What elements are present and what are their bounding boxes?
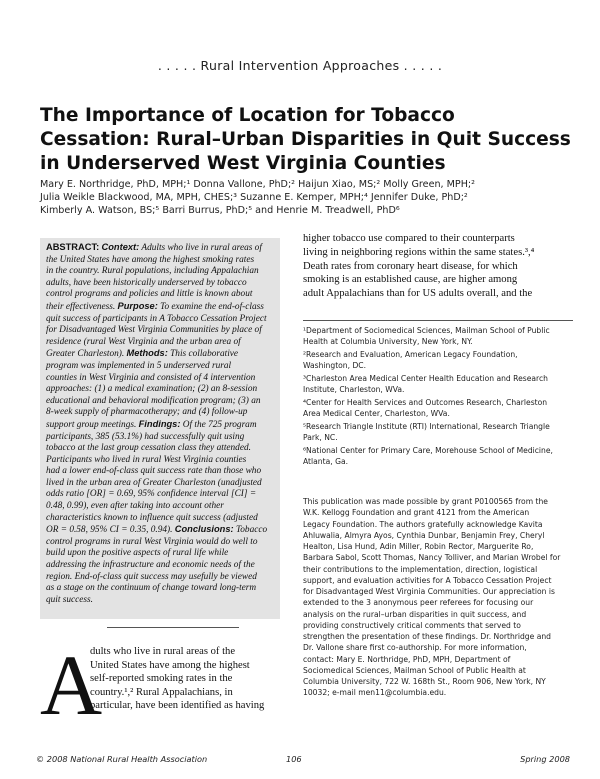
- abstract-line: quit success of participants in A Tobacco Cessation Project: [46, 313, 267, 324]
- abstract-line: Participants who lived in rural West Virginia counties: [46, 454, 247, 465]
- abstract-line: ABSTRACT: Context: Adults who live in rural areas of: [46, 242, 262, 253]
- body-line: particular, have been identified as having: [90, 700, 265, 711]
- affiliation-line: ⁶National Center for Primary Care, Morehouse School of Medicine,: [303, 445, 553, 455]
- abstract-line: 8-week supply of pharmacotherapy; and (4) follow-up: [46, 407, 248, 418]
- affiliation-line: Institute, Charleston, WVa.: [303, 385, 405, 395]
- abstract-line: residence (rural West Virginia and the urban area of: [46, 336, 241, 347]
- body-line: country.¹,² Rural Appalachians, in: [90, 686, 233, 698]
- affiliation-line: Atlanta, Ga.: [303, 456, 349, 466]
- affiliation-line: Health at Columbia University, New York, NY.: [303, 337, 473, 347]
- abstract-line: control programs and policies and little is known about: [46, 289, 253, 300]
- funding-line: providing constructively critical comments that served to: [303, 620, 521, 630]
- affiliation-item: [303, 445, 573, 467]
- abstract-line: the United States have among the highest smoking rates: [46, 254, 255, 265]
- section-title: . . . . . Rural Intervention Approaches . . . . .: [157, 58, 443, 73]
- funding-line: support, and evaluation activities for A Tobacco Cessation Project: [303, 575, 552, 585]
- abstract-line: OR = 0.58, 95% CI = 0.35, 0.94). Conclusions: Tobacco: [46, 524, 268, 536]
- body-line: living in neighboring regions within the same states.³,⁴: [303, 246, 535, 258]
- funding-line: Sociomedical Sciences, Mailman School of Public Health at: [303, 665, 526, 675]
- abstract-divider: [107, 627, 239, 628]
- affiliation-item: [303, 349, 573, 371]
- funding-line: 10032; e-mail men11@columbia.edu.: [303, 688, 447, 698]
- body-line: Death rates from coronary heart disease, for which: [303, 260, 518, 272]
- funding-line: This publication was made possible by grant P0100565 from the: [303, 497, 548, 506]
- article-title: [40, 104, 571, 176]
- funding-line: Legacy Foundation. The authors gratefully acknowledge Kavita: [303, 519, 543, 529]
- abstract-line: program was implemented in 5 underserved rural: [46, 360, 232, 371]
- page-footer: [36, 754, 570, 766]
- footer-issue: Spring 2008: [520, 754, 570, 764]
- drop-cap: A: [40, 637, 103, 733]
- abstract-line: support group meetings. Findings: Of the 725 program: [46, 418, 257, 430]
- funding-line: Barbara Sabol, Scott Thomas, Nancy Tolliver, and Marian Wrobel for: [303, 553, 561, 563]
- abstract-line: quit success.: [46, 594, 93, 605]
- abstract-line: as a stage on the continuum of change toward long-term: [46, 583, 257, 594]
- page-number: 106: [286, 754, 302, 764]
- affiliation-line: ²Research and Evaluation, American Legacy Foundation,: [303, 349, 518, 359]
- abstract-heading: Context:: [101, 242, 140, 252]
- article-title-line: in Underserved West Virginia Counties: [40, 153, 446, 174]
- funding-line: Ahluwalia, Almyra Ayos, Cynthia Dunbar, Benjamin Frey, Cheryl: [303, 530, 545, 540]
- author-line: Julia Weikle Blackwood, MA, MPH, CHES;³ Suzanne E. Kemper, MPH;⁴ Jennifer Duke, PhD;²: [40, 192, 468, 203]
- abstract-line: Greater Charleston). Methods: This collaborative: [46, 348, 239, 360]
- abstract-line: approaches: (1) a medical examination; (2) an 8-session: [46, 384, 258, 395]
- funding-line: Columbia University, 722 W. 168th St., Room 906, New York, NY: [303, 677, 546, 686]
- abstract-line: tobacco at the last group cessation class they attended.: [46, 443, 251, 454]
- footer-copyright: © 2008 National Rural Health Association: [36, 754, 208, 764]
- funding-line: W.K. Kellogg Foundation and grant 4121 from the American: [303, 508, 530, 518]
- abstract-heading: Conclusions:: [174, 524, 234, 535]
- funding-line: their contributions to the implementation, direction, logistical: [303, 564, 538, 574]
- affiliation-item: [303, 373, 573, 395]
- funding-line: Dr. Vallone share first co-authorship. For more information,: [303, 643, 527, 653]
- abstract-line: for Disadvantaged West Virginia Communities by place of: [46, 325, 262, 336]
- funding-line: contact: Mary E. Northridge, PhD, MPH, Department of: [303, 654, 511, 664]
- article-title-line: Cessation: Rural–Urban Disparities in Quit Success: [40, 129, 571, 150]
- abstract-line: participants, 385 (53.1%) had successfully quit using: [46, 431, 245, 442]
- body-line: self-reported smoking rates in the: [90, 673, 233, 684]
- funding-acknowledgments: [303, 496, 573, 699]
- abstract-line: addressing the infrastructure and economic needs of the: [46, 560, 255, 571]
- body-line: adult Appalachians than for US adults overall, and the: [303, 288, 533, 300]
- article-title-line: The Importance of Location for Tobacco: [40, 105, 455, 126]
- abstract-line: 0.48, 0.99), even after taking into account other: [46, 501, 224, 512]
- abstract-line: their effectiveness. Purpose: To examine the end-of-class: [46, 300, 264, 312]
- affiliation-line: Area Medical Center, Charleston, WVa.: [303, 408, 450, 418]
- affiliation-line: Park, NC.: [303, 432, 338, 442]
- abstract-text: [46, 242, 278, 606]
- affiliations-divider: [303, 320, 573, 321]
- abstract-line: characteristics known to influence quit success (adjusted: [46, 512, 258, 523]
- abstract-line: region. End-of-class quit success may usefully be viewed: [46, 571, 257, 582]
- body-line: higher tobacco use compared to their counterparts: [303, 233, 515, 244]
- affiliation-item: [303, 397, 573, 419]
- abstract-heading: Purpose:: [117, 300, 158, 311]
- funding-line: extended to the 3 anonymous peer referees for focusing our: [303, 598, 534, 608]
- abstract-heading: Findings:: [138, 418, 181, 429]
- abstract-line: had a lower end-of-class quit success rate than those who: [46, 466, 262, 477]
- abstract-line: control programs in rural West Virginia would do well to: [46, 536, 258, 547]
- affiliation-item: [303, 421, 573, 443]
- affiliation-line: Washington, DC.: [303, 361, 367, 371]
- funding-line: Healton, Lisa Hund, Adin Miller, Robin Rector, Marguerite Ro,: [303, 542, 534, 551]
- author-line: Mary E. Northridge, PhD, MPH;¹ Donna Vallone, PhD;² Haijun Xiao, MS;² Molly Green, MPH;²: [40, 179, 476, 190]
- affiliation-item: [303, 325, 573, 347]
- abstract-line: educational and behavioral modification program; (3) an: [46, 395, 261, 406]
- author-line: Kimberly A. Watson, BS;⁵ Barri Burrus, PhD;⁵ and Henrie M. Treadwell, PhD⁶: [40, 205, 400, 216]
- body-line: United States have among the highest: [90, 659, 250, 671]
- abstract-heading: ABSTRACT:: [46, 242, 100, 252]
- funding-line: analysis on the rural–urban disparities in quit success, and: [303, 609, 527, 619]
- body-text-right: [303, 232, 573, 301]
- abstract-line: in the country. Rural populations, including Appalachian: [46, 266, 259, 277]
- abstract-line: odds ratio [OR] = 0.69, 95% confidence interval [CI] =: [46, 489, 257, 500]
- affiliation-line: ⁴Center for Health Services and Outcomes Research, Charleston: [303, 397, 548, 407]
- abstract-heading: Methods:: [126, 348, 168, 359]
- body-line: dults who live in rural areas of the: [90, 646, 236, 657]
- abstract-line: build upon the positive aspects of rural life while: [46, 548, 229, 559]
- body-text-left: [90, 645, 290, 713]
- funding-line: strengthen the presentation of these findings. Dr. Northridge and: [303, 632, 552, 641]
- affiliation-line: ⁵Research Triangle Institute (RTI) International, Research Triangle: [303, 421, 550, 431]
- affiliation-line: ³Charleston Area Medical Center Health Education and Research: [303, 373, 548, 383]
- funding-line: for Disadvantaged West Virginia Communities. Our appreciation is: [303, 587, 555, 596]
- affiliation-line: ¹Department of Sociomedical Sciences, Mailman School of Public: [303, 326, 550, 335]
- abstract-line: counties in West Virginia and consisted of 4 intervention: [46, 372, 256, 383]
- abstract-line: lived in the urban area of Greater Charleston (unadjusted: [46, 477, 262, 488]
- author-list: [40, 178, 580, 217]
- abstract-line: adults, have been historically underserved by tobacco: [46, 277, 247, 288]
- body-line: smoking is an established cause, are higher among: [303, 274, 518, 286]
- affiliations: [303, 325, 573, 468]
